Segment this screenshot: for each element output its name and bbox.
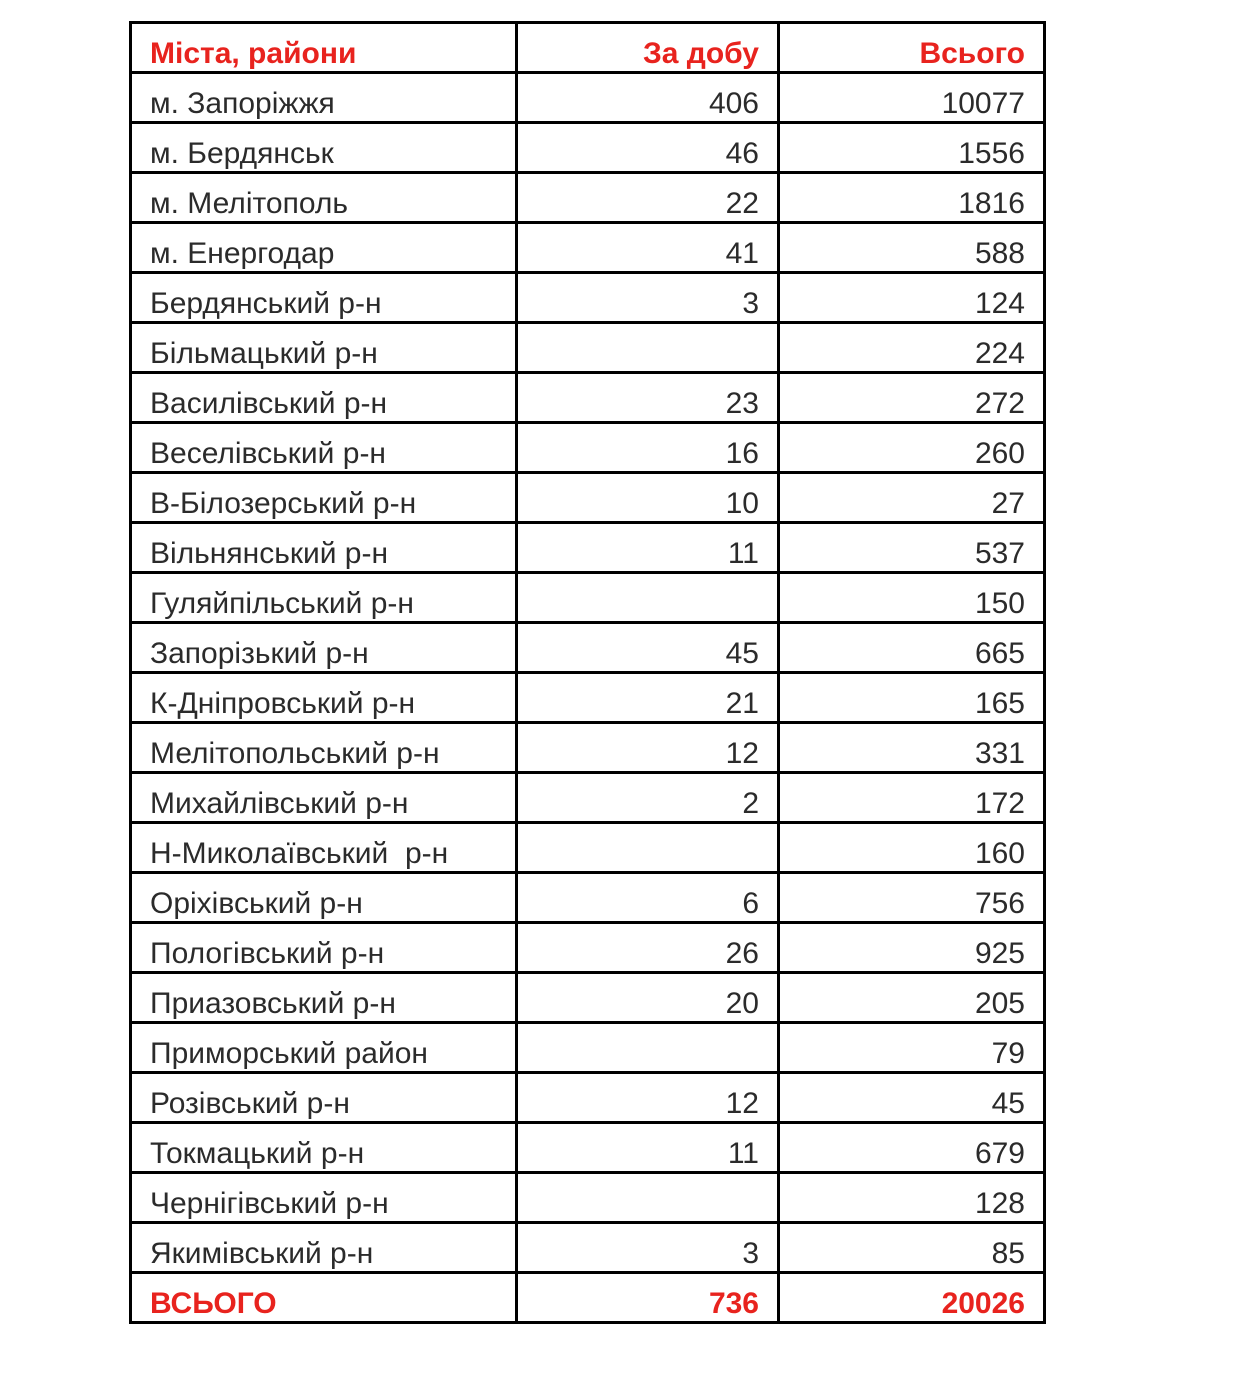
row-name-cell: Токмацький р-н — [131, 1123, 517, 1173]
row-per-day-cell: 12 — [517, 1073, 779, 1123]
row-per-day-cell — [517, 1173, 779, 1223]
table-row — [131, 773, 1045, 823]
table-row — [131, 623, 1045, 673]
row-per-day-cell: 10 — [517, 473, 779, 523]
row-total-cell: 27 — [779, 473, 1045, 523]
row-name-cell: Розівський р-н — [131, 1073, 517, 1123]
row-total-cell: 224 — [779, 323, 1045, 373]
table-row — [131, 1023, 1045, 1073]
row-name-cell: К-Дніпровський р-н — [131, 673, 517, 723]
row-name-cell: Михайлівський р-н — [131, 773, 517, 823]
row-name-cell: Якимівський р-н — [131, 1223, 517, 1273]
row-per-day-cell: 11 — [517, 523, 779, 573]
row-per-day-cell: 46 — [517, 123, 779, 173]
row-per-day-cell: 3 — [517, 1223, 779, 1273]
row-total-cell: 150 — [779, 573, 1045, 623]
table-row — [131, 73, 1045, 123]
table-row — [131, 723, 1045, 773]
row-total-cell: 260 — [779, 423, 1045, 473]
header-per-day: За добу — [517, 23, 779, 73]
row-per-day-cell: 26 — [517, 923, 779, 973]
table-row — [131, 223, 1045, 273]
row-total-cell: 1816 — [779, 173, 1045, 223]
row-per-day-cell: 3 — [517, 273, 779, 323]
table-row — [131, 1223, 1045, 1273]
row-per-day-cell: 16 — [517, 423, 779, 473]
table-row — [131, 173, 1045, 223]
table-row — [131, 473, 1045, 523]
row-total-cell: 128 — [779, 1173, 1045, 1223]
table-row — [131, 1123, 1045, 1173]
row-per-day-cell: 21 — [517, 673, 779, 723]
row-total-cell: 331 — [779, 723, 1045, 773]
row-name-cell: Мелітопольський р-н — [131, 723, 517, 773]
row-per-day-cell — [517, 573, 779, 623]
row-per-day-cell: 12 — [517, 723, 779, 773]
row-per-day-cell: 41 — [517, 223, 779, 273]
row-name-cell: Бердянський р-н — [131, 273, 517, 323]
table-header-row — [131, 23, 1045, 73]
row-name-cell: Василівський р-н — [131, 373, 517, 423]
table-row — [131, 373, 1045, 423]
row-total-cell: 272 — [779, 373, 1045, 423]
row-name-cell: Н-Миколаївський р-н — [131, 823, 517, 873]
total-label-cell: ВСЬОГО — [131, 1273, 517, 1323]
row-per-day-cell — [517, 823, 779, 873]
row-total-cell: 205 — [779, 973, 1045, 1023]
table-total-row — [131, 1273, 1045, 1323]
row-name-cell: Пологівський р-н — [131, 923, 517, 973]
total-all-cell: 20026 — [779, 1273, 1045, 1323]
table-row — [131, 1073, 1045, 1123]
row-per-day-cell: 406 — [517, 73, 779, 123]
row-name-cell: Чернігівський р-н — [131, 1173, 517, 1223]
row-name-cell: м. Бердянськ — [131, 123, 517, 173]
row-per-day-cell — [517, 1023, 779, 1073]
total-per-day-cell: 736 — [517, 1273, 779, 1323]
header-cities-districts: Міста, райони — [131, 23, 517, 73]
table-row — [131, 1173, 1045, 1223]
row-name-cell: Приазовський р-н — [131, 973, 517, 1023]
row-per-day-cell: 6 — [517, 873, 779, 923]
table-row — [131, 123, 1045, 173]
row-per-day-cell: 2 — [517, 773, 779, 823]
row-total-cell: 10077 — [779, 73, 1045, 123]
table-body — [131, 23, 1045, 1323]
row-total-cell: 79 — [779, 1023, 1045, 1073]
row-total-cell: 85 — [779, 1223, 1045, 1273]
table-row — [131, 523, 1045, 573]
row-name-cell: Більмацький р-н — [131, 323, 517, 373]
row-name-cell: Гуляйпільський р-н — [131, 573, 517, 623]
row-per-day-cell: 11 — [517, 1123, 779, 1173]
row-per-day-cell: 20 — [517, 973, 779, 1023]
table-row — [131, 973, 1045, 1023]
row-total-cell: 124 — [779, 273, 1045, 323]
row-total-cell: 756 — [779, 873, 1045, 923]
table-row — [131, 923, 1045, 973]
row-total-cell: 665 — [779, 623, 1045, 673]
cases-table — [129, 21, 1046, 1324]
row-name-cell: В-Білозерський р-н — [131, 473, 517, 523]
row-name-cell: м. Запоріжжя — [131, 73, 517, 123]
row-total-cell: 588 — [779, 223, 1045, 273]
row-name-cell: Вільнянський р-н — [131, 523, 517, 573]
row-total-cell: 165 — [779, 673, 1045, 723]
table-row — [131, 823, 1045, 873]
table-row — [131, 873, 1045, 923]
table-row — [131, 273, 1045, 323]
row-total-cell: 160 — [779, 823, 1045, 873]
row-name-cell: м. Енергодар — [131, 223, 517, 273]
row-total-cell: 537 — [779, 523, 1045, 573]
table-row — [131, 423, 1045, 473]
table-row — [131, 573, 1045, 623]
row-name-cell: Оріхівський р-н — [131, 873, 517, 923]
row-total-cell: 45 — [779, 1073, 1045, 1123]
row-per-day-cell: 45 — [517, 623, 779, 673]
table-row — [131, 323, 1045, 373]
row-per-day-cell — [517, 323, 779, 373]
row-total-cell: 172 — [779, 773, 1045, 823]
row-name-cell: Веселівський р-н — [131, 423, 517, 473]
row-per-day-cell: 22 — [517, 173, 779, 223]
row-total-cell: 925 — [779, 923, 1045, 973]
row-name-cell: м. Мелітополь — [131, 173, 517, 223]
row-per-day-cell: 23 — [517, 373, 779, 423]
row-total-cell: 679 — [779, 1123, 1045, 1173]
row-name-cell: Приморський район — [131, 1023, 517, 1073]
header-total: Всього — [779, 23, 1045, 73]
row-total-cell: 1556 — [779, 123, 1045, 173]
table-row — [131, 673, 1045, 723]
row-name-cell: Запорізький р-н — [131, 623, 517, 673]
